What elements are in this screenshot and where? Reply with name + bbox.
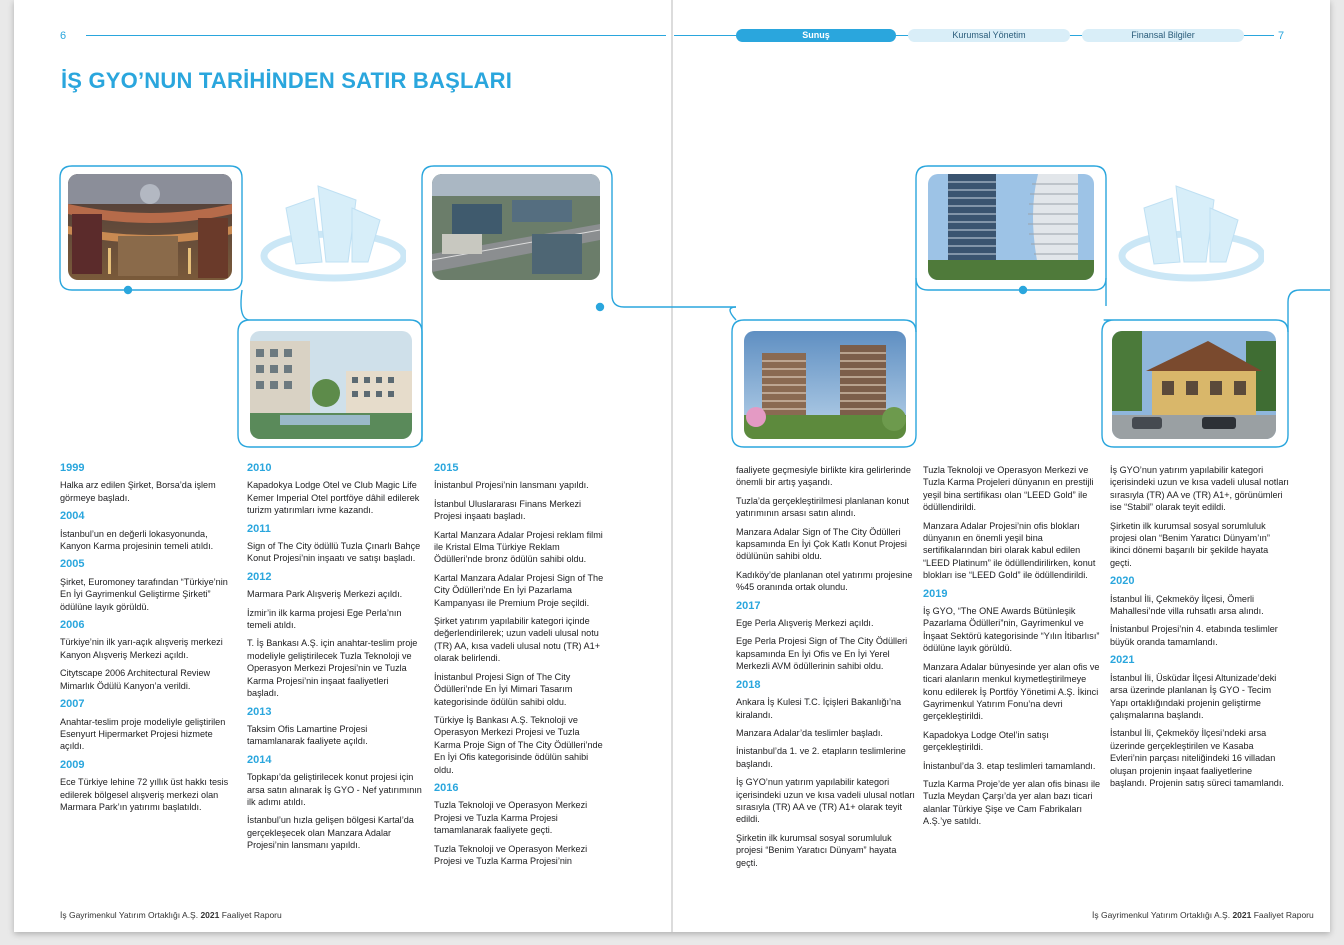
- timeline-entry: Kapadokya Lodge Otel’in satışı gerçekleştirildi.: [923, 729, 1049, 753]
- timeline-col-2: [247, 460, 422, 858]
- timeline-entry: Manzara Adalar Projesi’nin ofis blokları dünyanın en önemli yeşil bina sertifikalarından biri olarak kabul edilen “LEED Platinum” ile ödüllendirilirken, konut blokları ise “LEED Gold” ile ödüllendirildi.: [923, 520, 1096, 581]
- timeline-entry: Tuzla Teknoloji ve Operasyon Merkezi Projesi ve Tuzla Karma Projesi tamamlanarak faaliyete geçti.: [434, 800, 588, 836]
- office-campus-aerial-photo: [432, 174, 600, 280]
- timeline-dot: [124, 286, 132, 294]
- footer-company: İş Gayrimenkul Yatırım Ortaklığı A.Ş.: [60, 910, 201, 920]
- timeline-year: 2020: [1110, 575, 1135, 588]
- tab-sunus[interactable]: Sunuş: [736, 29, 896, 42]
- timeline-year: 2010: [247, 462, 272, 474]
- timeline-entry: Sign of The City ödüllü Tuzla Çınarlı Bahçe Konut Projesi’nin inşaatı ve satışı başladı.: [247, 541, 421, 564]
- footer-report: Faaliyet Raporu: [219, 910, 282, 920]
- footer-year: 2021: [200, 910, 220, 920]
- timeline-year: 2007: [60, 698, 85, 711]
- timeline-year: 2004: [60, 510, 85, 523]
- timeline-entry: Tuzla Teknoloji ve Operasyon Merkezi Projesi ve Tuzla Karma Projesi’nin: [434, 843, 588, 866]
- timeline-dot: [1019, 286, 1027, 294]
- timeline-entry: İnistanbul Projesi’nin 4. etabında teslimler büyük oranda tamamlandı.: [1110, 624, 1278, 647]
- timeline-entry: Tuzla’da gerçekleştirilmesi planlanan konut yatırımının arsası satın alındı.: [736, 495, 910, 519]
- footer-year: 2021: [1232, 910, 1252, 920]
- timeline-dot: [596, 303, 604, 311]
- timeline-entry: Kartal Manzara Adalar Projesi reklam filmi ile Kristal Elma Türkiye Reklam Ödülleri’nde bronz ödülün sahibi oldu.: [434, 529, 603, 565]
- left-page-number: 6: [60, 30, 67, 42]
- timeline-col-3: [434, 460, 606, 873]
- timeline-entry: İstanbul İli, Çekmeköy İlçesi, Ömerli Mahallesi’nde villa ruhsatlı arsa alındı.: [1110, 593, 1264, 617]
- isgyo-logo-watermark-2: [1114, 178, 1264, 288]
- timeline-year: 2012: [247, 570, 272, 583]
- timeline-entry: İstanbul İli, Üsküdar İlçesi Altunizade’deki arsa üzerinde planlanan İş GYO - Tecim Yapı ortaklığındaki projenin geliştirme çalışmalarına başlandı.: [1110, 672, 1277, 720]
- timeline-entry: Manzara Adalar Sign of The City Ödülleri kapsamında En İyi Çok Katlı Konut Projesi ödülünün sahibi oldu.: [736, 526, 907, 562]
- timeline-entry: Ege Perla Projesi Sign of The City Ödülleri kapsamında En İyi Ofis ve En İyi Yerel Merkezli AVM ödüllerinin sahibi oldu.: [736, 636, 908, 672]
- timeline-entry: Şirket yatırım yapılabilir kategori içinde değerlendirilerek; uzun vadeli ulusal notu (TR) AA, kısa vadeli ulusal notu (TR) A1+ olarak belirlendi.: [434, 616, 601, 664]
- timeline-year: 2009: [60, 758, 85, 771]
- timeline-col-5: [923, 464, 1101, 834]
- footer-company: İş Gayrimenkul Yatırım Ortaklığı A.Ş.: [1092, 910, 1233, 920]
- timeline-entry: Tuzla Teknoloji ve Operasyon Merkezi ve Tuzla Karma Projeleri dünyanın en prestijli yeşil bina sertifikası olan “LEED Gold” ile ödüllendirildi.: [923, 465, 1094, 513]
- timeline-entry: Halka arz edilen Şirket, Borsa’da işlem görmeye başladı.: [60, 480, 216, 503]
- timeline-entry: Şirketin ilk kurumsal sosyal sorumluluk projesi olan “Benim Yaratıcı Dünyam’ın” ikinci dönemi başarılı bir şekilde hayata geçti.: [1110, 520, 1270, 568]
- timeline-entry: Taksim Ofis Lamartine Projesi tamamlanarak faaliyete açıldı.: [247, 723, 368, 747]
- timeline-year: 2013: [247, 705, 272, 718]
- timeline-entry: İnistanbul Projesi’nin lansmanı yapıldı.: [434, 480, 589, 491]
- timeline-entry: Manzara Adalar’da teslimler başladı.: [736, 727, 883, 738]
- timeline-entry: Anahtar-teslim proje modeliyle geliştirilen Esenyurt Hipermarket Projesi hizmete açıldı.: [60, 716, 226, 752]
- timeline-entry: İstanbul’un hızla gelişen bölgesi Kartal’da gerçekleşecek olan Manzara Adalar Projesi’nin lansmanı yapıldı.: [247, 815, 414, 851]
- timeline-entry: Manzara Adalar bünyesinde yer alan ofis ve ticari alanların menkul kıymetleştirilmeye konu edilerek İş Portföy Yönetimi A.Ş. İkinci Gayrimenkul Yatırım Fonu’na devri gerçekleştirildi.: [923, 661, 1100, 722]
- page-title: İŞ GYO’NUN TARİHİNDEN SATIR BAŞLARI: [61, 68, 513, 93]
- timeline-entry: İş GYO’nun yatırım yapılabilir kategori içerisindeki uzun ve kısa vadeli ulusal notları sırasıyla (TR) AA ve (TR) A1+, görünümleri ise “Stabil” olarak teyit edildi.: [1110, 465, 1289, 513]
- timeline-year: 2019: [923, 587, 948, 600]
- timeline-col-6: [1110, 464, 1290, 795]
- mall-interior-photo: [68, 174, 232, 280]
- timeline-entry: İş GYO, “The ONE Awards Bütünleşik Pazarlama Ödülleri”nin, Gayrimenkul ve İnşaat Sektörü kategorisinde “Yılın İtibarlısı” ödülüne layık görüldü.: [923, 606, 1100, 654]
- tab-finansal-bilgiler[interactable]: Finansal Bilgiler: [1082, 29, 1244, 42]
- timeline-year: 2021: [1110, 654, 1135, 667]
- timeline-entry: Türkiye İş Bankası A.Ş. Teknoloji ve Operasyon Merkezi Projesi ve Tuzla Karma Proje Sign of The City Ödülleri’nde En İyi Ofis kategorisinde ödülün sahibi oldu.: [434, 714, 603, 775]
- timeline-year: 2006: [60, 619, 85, 632]
- timeline-entry: İnistanbul’da 1. ve 2. etapların teslimlerine başlandı.: [736, 746, 906, 769]
- timeline-col-4: [736, 464, 916, 875]
- timeline-entry: faaliyete geçmesiyle birlikte kira gelirlerinde önemli bir artış yaşandı.: [736, 465, 911, 488]
- timeline-year: 2016: [434, 781, 459, 794]
- footer-right: [1092, 910, 1314, 920]
- timeline-entry: Marmara Park Alışveriş Merkezi açıldı.: [247, 589, 403, 600]
- timeline-entry: İş GYO’nun yatırım yapılabilir kategori içerisindeki uzun ve kısa vadeli ulusal notları sırasıyla (TR) AA ve (TR) A1+ olarak teyit edildi.: [736, 777, 915, 825]
- right-page-number: 7: [1278, 30, 1285, 42]
- timeline-entry: İzmir’in ilk karma projesi Ege Perla’nın temeli atıldı.: [247, 607, 402, 631]
- timeline-year: 2015: [434, 462, 459, 474]
- timeline-entry: Tuzla Karma Proje’de yer alan ofis binası ile Tuzla Meydan Çarşı’da yer alan bazı ticari alanlar Türkiye Şişe ve Cam Fabrikaları A.Ş.’ye satıldı.: [923, 778, 1101, 827]
- timeline-year: 2017: [736, 599, 761, 612]
- residential-complex-photo: [250, 331, 412, 439]
- timeline-entry: Türkiye’nin ilk yarı-açık alışveriş merkezi Kanyon Alışveriş Merkezi açıldı.: [60, 637, 223, 660]
- timeline-entry: İstanbul Uluslararası Finans Merkezi Projesi inşaatı başladı.: [434, 498, 582, 522]
- timeline-entry: İstanbul İli, Çekmeköy İlçesi’ndeki arsa üzerinde gerçekleştirilen ve Kasaba Evleri’nin parçası niteliğindeki 16 villadan oluşan projenin inşaat faaliyetlerine başlandı. Projenin satış süreci tamamlandı.: [1110, 728, 1284, 788]
- villa-house-photo: [1112, 331, 1276, 439]
- timeline-year: 2005: [60, 558, 85, 571]
- timeline-year: 1999: [60, 462, 85, 474]
- timeline-entry: Ankara İş Kulesi T.C. İçişleri Bakanlığı’na kiralandı.: [736, 697, 902, 720]
- highrise-towers-photo: [744, 331, 906, 439]
- footer-left: [60, 910, 282, 920]
- timeline-col-1: [60, 460, 232, 819]
- timeline-year: 2018: [736, 678, 761, 691]
- tab-kurumsal-yonetim[interactable]: Kurumsal Yönetim: [908, 29, 1070, 42]
- timeline-entry: Ece Türkiye lehine 72 yıllık üst hakkı tesis edilerek bölgesel alışveriş merkezi olan Marmara Park’ın yatırımı başlatıldı.: [60, 777, 229, 812]
- timeline-entry: Kartal Manzara Adalar Projesi Sign of The City Ödülleri’nde En İyi Pazarlama Kampanyası ile Premium Proje seçildi.: [434, 572, 604, 608]
- footer-report: Faaliyet Raporu: [1251, 910, 1314, 920]
- timeline-entry: Şirketin ilk kurumsal sosyal sorumluluk projesi “Benim Yaratıcı Dünyam” hayata geçti.: [736, 832, 897, 868]
- timeline-entry: Kadıköy’de planlanan otel yatırımı projesine %45 oranında ortak olundu.: [736, 569, 913, 593]
- timeline-entry: Kapadokya Lodge Otel ve Club Magic Life Kemer Imperial Otel portföye dâhil edilerek turizm yatırımları ivme kazandı.: [247, 480, 420, 516]
- timeline-entry: Şirket, Euromoney tarafından “Türkiye’nin En İyi Gayrimenkul Geliştirme Şirketi” ödülüne layık görüldü.: [60, 576, 228, 612]
- report-spread: [14, 0, 1330, 932]
- timeline-entry: Topkapı’da geliştirilecek konut projesi için arsa satın alınarak İş GYO - Nef yatırımının ilk adımı atıldı.: [247, 772, 422, 807]
- timeline-entry: Ege Perla Alışveriş Merkezi açıldı.: [736, 618, 874, 629]
- timeline-entry: İstanbul’un en değerli lokasyonunda, Kanyon Karma projesinin temeli atıldı.: [60, 528, 214, 552]
- residential-towers-photo: [928, 174, 1094, 280]
- timeline-entry: Citytscape 2006 Architectural Review Mimarlık Ödülü Kanyon’a verildi.: [60, 668, 211, 691]
- timeline-entry: İnistanbul Projesi Sign of The City Ödülleri’nde En İyi Mimari Tasarım kategorisinde ödülün sahibi oldu.: [434, 671, 573, 707]
- timeline-year: 2011: [247, 522, 271, 535]
- timeline-entry: İnistanbul’da 3. etap teslimleri tamamlandı.: [923, 760, 1096, 771]
- timeline-entry: T. İş Bankası A.Ş. için anahtar-teslim proje modeliyle geliştirilecek Tuzla Teknoloji ve Operasyon Merkezi Projesi’nin ve Tuzla Karma Projesi’nin inşaat faaliyetleri başladı.: [247, 638, 418, 699]
- timeline-year: 2014: [247, 753, 272, 766]
- isgyo-logo-watermark: [256, 178, 406, 288]
